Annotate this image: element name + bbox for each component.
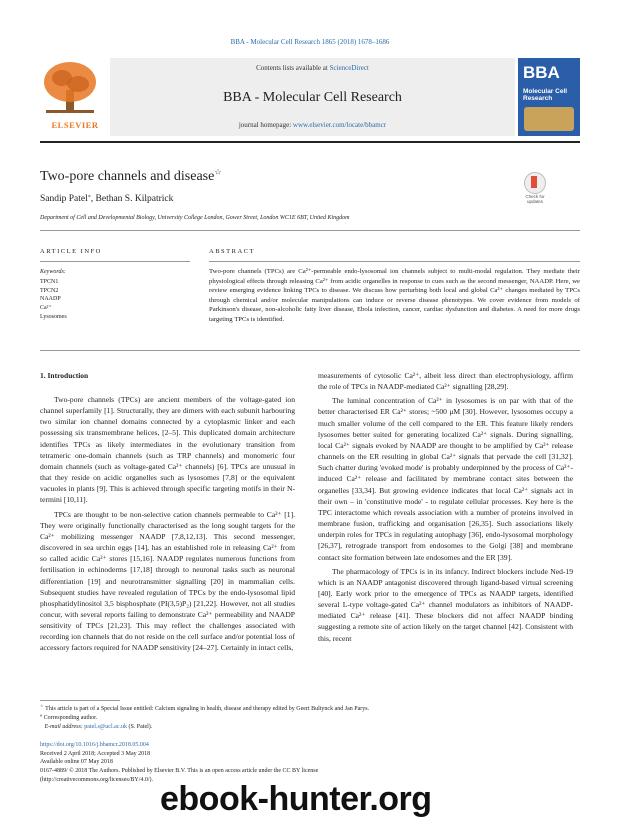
footnote-corresponding xyxy=(40,714,580,723)
keyword-item: Lysosomes xyxy=(40,313,67,320)
corresponding-author-mark[interactable]: ⁎ xyxy=(87,192,91,199)
footnote-special-issue xyxy=(40,705,580,714)
keyword-item: NAADP xyxy=(40,296,61,303)
body-paragraph: measurements of cytosolic Ca²⁺, albeit less direct than electrophysiology, affirm the role of TPCs in NAADP-mediated Ca²⁺ signalling [28,29]. xyxy=(318,371,573,392)
keyword-item: Ca²⁺ xyxy=(40,305,52,312)
journal-reference[interactable]: BBA - Molecular Cell Research 1865 (2018) 1678–1686 xyxy=(230,38,390,46)
copyright-line: 0167-4889/ © 2018 The Authors. Published by Elsevier B.V. This is an open access article under the CC BY license xyxy=(40,768,319,775)
header-rule xyxy=(40,141,580,143)
footnote-email xyxy=(40,723,580,732)
elsevier-wordmark: ELSEVIER xyxy=(51,120,99,130)
abstract-bottom-rule xyxy=(40,350,580,351)
body-paragraph: Two-pore channels (TPCs) are ancient members of the voltage-gated ion channel superfamily [1]. Structurally, they are dimers with each subunit harbouring two similar ion channel domains connected by a cytoplasmic linker and each possessing six transmembrane helices, [2–5]. This duplicated domain architecture identifies TPCs as likely intermediates in the evolutionary transition from tetrameric one-domain channels (such as TRP channels) and monomeric four domain channels (such as voltage-gated Ca²⁺ channels) [6]. TPCs are unusual in that they reside on acidic organelles such as lysosomes [7,8] or the equivalent vacuoles in plants [9]. This is achieved through specific targeting motifs in their N-termini [10,11]. xyxy=(40,395,295,505)
footnote-text: This article is part of a Special Issue entitled: Calcium signaling in health, disease and therapy edited by Geert Bultynck and Jan Parys. xyxy=(45,706,370,712)
footnotes xyxy=(40,705,580,732)
keywords-label: Keywords: xyxy=(40,269,66,275)
journal-title: BBA - Molecular Cell Research xyxy=(223,90,402,105)
received-dates: Received 2 April 2018; Accepted 3 May 2018 xyxy=(40,750,151,757)
cover-title: BBA xyxy=(523,63,560,82)
footnote-text: Corresponding author. xyxy=(43,715,98,721)
doi-link[interactable]: https://doi.org/10.1016/j.bbamcr.2018.05.004 xyxy=(40,742,149,748)
homepage-prefix: journal homepage: xyxy=(238,121,292,129)
abstract-heading: ABSTRACT xyxy=(209,248,255,255)
watermark-overlay: ebook-hunter.org xyxy=(160,780,432,818)
email-label: E-mail address: xyxy=(44,724,83,730)
journal-cover-thumbnail[interactable] xyxy=(518,58,580,136)
body-paragraph: TPCs are thought to be non-selective cation channels permeable to Ca²⁺ [1]. They were originally functionally characterised as the long sought targets for the Ca²⁺ mobilizing messenger NAADP [7,8,12,13]. This second messenger, discovered in sea urchin eggs [14], has an established role in releasing Ca²⁺ from so called acidic Ca²⁺ stores [15,16]. NAADP regulates numerous functions from fertilisation in echinoderms [17,18] through to neuronal tasks such as neuronal differentiation [19] and neurotransmitter signalling [20] in mammalian cells. Subsequent studies have revealed regulation of TPCs by the endo-lysosomal lipid phosphatidylinositol 3,5 bisphosphate (PI(3,5)P₂) [21,22]. However, not all studies concur, with several reports failing to demonstrate Ca²⁺ permeability and NAADP sensitivity of TPCs [21,23]. This may reflect the challenges associated with recording ion channels that do not reside on the cell surface and/or potential loss of accessory factors required for NAADP sensitivity [24–27]. Certainly in intact cells, xyxy=(40,509,295,653)
author-separator: , xyxy=(90,194,96,204)
author-list xyxy=(40,194,173,204)
check-for-updates-badge[interactable] xyxy=(520,172,550,204)
contents-prefix: Contents lists available at xyxy=(256,64,328,72)
body-paragraph: The pharmacology of TPCs is in its infancy. Indirect blockers include Ned-19 which is an NAADP antagonist discovered through ligand-based virtual screening [40]. Early work prior to the emergence of TPCs as NAADP targets, identified several L-type voltage-gated Ca²⁺ channel modulators as inhibitors of NAADP-mediated Ca²⁺ release [41]. These blockers did not affect NAADP binding suggesting a remote site of action likely on the target channel [42]. Consistent with this, recent xyxy=(318,566,573,643)
right-column xyxy=(318,370,573,647)
keyword-item: TPCN1 xyxy=(40,279,59,285)
contents-line xyxy=(110,64,515,72)
email-link[interactable]: patel.s@ucl.ac.uk xyxy=(84,724,127,730)
title-footnote-mark[interactable]: ☆ xyxy=(214,167,222,177)
footnote-mark: ☆ xyxy=(40,703,44,708)
sciencedirect-link[interactable]: ScienceDirect xyxy=(329,64,369,72)
check-updates-label: Check for updates xyxy=(525,194,545,204)
affiliation: Department of Cell and Developmental Biology, University College London, Gower Street, London WC1E 6BT, United Kingdom xyxy=(40,215,350,221)
abstract-rule xyxy=(209,261,580,262)
article-info-rule xyxy=(40,261,190,262)
left-column xyxy=(40,370,295,657)
email-suffix: (S. Patel). xyxy=(128,724,153,730)
elsevier-logo[interactable] xyxy=(40,58,110,136)
footnote-rule xyxy=(40,700,120,701)
article-title xyxy=(40,169,222,185)
abstract-text: Two-pore channels (TPCs) are Ca²⁺-permeable endo-lysosomal ion channels subject to multi-modal regulation. They mediate their physiological effects through releasing Ca²⁺ from acidic organelles in response to cues such as the second messenger, NAADP. Here, we review emerging evidence linking TPCs to disease. We discuss how perturbing both local and global Ca²⁺ changes mediated by TPCs through chemical and/or molecular manipulations can induce or reverse disease phenotypes. We cover evidence from models of Parkinson's disease, non-alcoholic fatty liver disease, Ebola infection, cancer, cardiac dysfunction and diabetes. A need for more drugs targeting TPCs is identified. xyxy=(209,268,580,323)
article-title-text: Two-pore channels and disease xyxy=(40,169,215,184)
author-patel[interactable]: Sandip Patel xyxy=(40,194,88,204)
section-heading-introduction: 1. Introduction xyxy=(40,371,89,380)
check-updates-icon xyxy=(524,172,546,194)
keyword-list xyxy=(40,278,67,321)
homepage-link[interactable]: www.elsevier.com/locate/bbamcr xyxy=(292,121,387,129)
keyword-item: TPCN2 xyxy=(40,287,59,294)
online-date: Available online 07 May 2018 xyxy=(40,759,113,766)
footnote-mark: ⁎ xyxy=(40,712,43,717)
journal-masthead xyxy=(110,58,515,136)
homepage-line xyxy=(110,121,515,129)
publication-info xyxy=(40,741,580,784)
body-paragraph: The luminal concentration of Ca²⁺ in lysosomes is on par with that of the better characterised ER Ca²⁺ stores; ~500 μM [30]. However, lysosomes occupy a much smaller volume of the cell compared to the ER. This feature likely renders lysosomes better suited for generating localized Ca²⁺ signals. During signalling, local Ca²⁺ signals evoked by NAADP are thought to be amplified by Ca²⁺ release channels on the ER resulting in global Ca²⁺ signals that pervade the cell [31,32]. Such chatter during 'evoked mode' is probably underpinned by the process of Ca²⁺-induced Ca²⁺ release and facilitated by membrane contact sites between the organelles [33,34]. But growing evidence indicates that local Ca²⁺ signals act in their own – in 'constitutive mode' - to regulate cellular processes. Key here is the TPC interactome which reveals association with a number of proteins involved in membrane fusion, trafficking and organisation [26,35]. Such associations likely underpin roles for TPCs in regulating autophagy [36], endo-lysosomal morphology [26,37], retrograde transport from endosomes to the Golgi [38] and membrane contact site formation between late endosomes and the ER [39]. xyxy=(318,396,573,562)
elsevier-tree-icon xyxy=(40,60,100,115)
license-link[interactable]: (http://creativecommons.org/licenses/BY/4.0/). xyxy=(40,776,154,783)
cover-image xyxy=(524,107,574,131)
author-kilpatrick[interactable]: Bethan S. Kilpatrick xyxy=(95,194,174,204)
cover-subtitle: Molecular Cell Research xyxy=(523,88,568,103)
affiliation-rule xyxy=(40,230,580,231)
journal-header xyxy=(40,58,580,136)
article-info-heading: ARTICLE INFO xyxy=(40,248,102,255)
